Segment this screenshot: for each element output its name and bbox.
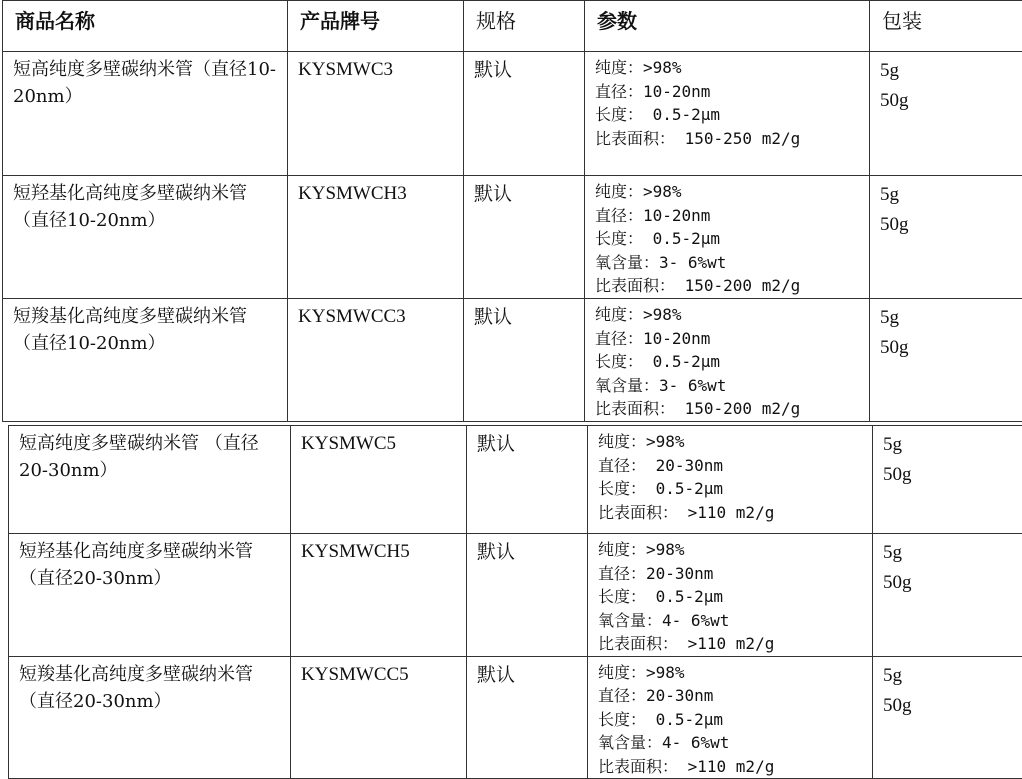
param-line: 比表面积： >110 m2/g [598,632,866,656]
product-code: KYSMWC5 [291,426,467,534]
product-table-2 [8,425,1022,779]
package-size: 50g [883,568,1022,598]
package-size: 5g [883,430,1022,460]
table-row [3,52,1022,176]
param-line: 纯度：>98% [595,180,863,204]
product-spec: 默认 [467,534,588,657]
product-table-1 [2,0,1022,422]
param-line: 直径：10-20nm [595,80,863,104]
product-name: 短高纯度多壁碳纳米管 （直径20-30nm） [9,426,291,534]
product-package [873,426,1022,534]
package-size: 5g [880,56,1022,86]
param-line: 纯度：>98% [598,538,866,562]
product-name: 短羟基化高纯度多壁碳纳米管（直径10-20nm） [3,176,288,299]
package-size: 50g [883,691,1022,721]
param-line: 氧含量：3- 6%wt [595,251,863,275]
param-line: 氧含量：4- 6%wt [598,609,866,633]
product-spec: 默认 [467,426,588,534]
package-size: 50g [880,333,1022,363]
table-row [9,426,1022,534]
product-params [588,426,873,534]
param-line: 直径：20-30nm [598,562,866,586]
header-name: 商品名称 [3,1,288,52]
product-name: 短高纯度多壁碳纳米管（直径10-20nm） [3,52,288,176]
product-spec: 默认 [467,656,588,779]
param-line: 直径：10-20nm [595,327,863,351]
product-spec: 默认 [464,299,585,422]
package-size: 5g [880,303,1022,333]
param-line: 纯度：>98% [598,661,866,685]
product-code: KYSMWCC3 [288,299,464,422]
product-code: KYSMWC3 [288,52,464,176]
header-params: 参数 [585,1,870,52]
product-code: KYSMWCC5 [291,656,467,779]
param-line: 比表面积： >110 m2/g [598,501,866,525]
param-line: 比表面积： 150-250 m2/g [595,127,863,151]
product-spec: 默认 [464,52,585,176]
param-line: 长度： 0.5-2μm [598,708,866,732]
param-line: 长度： 0.5-2μm [595,227,863,251]
product-name: 短羧基化高纯度多壁碳纳米管（直径20-30nm） [9,656,291,779]
header-spec: 规格 [464,1,585,52]
param-line: 比表面积： 150-200 m2/g [595,397,863,421]
param-line: 氧含量：3- 6%wt [595,374,863,398]
product-params [585,52,870,176]
package-size: 5g [883,538,1022,568]
param-line: 氧含量：4- 6%wt [598,731,866,755]
param-line: 纯度：>98% [598,430,866,454]
product-package [873,534,1022,657]
package-size: 50g [883,460,1022,490]
header-code: 产品牌号 [288,1,464,52]
table-row [3,176,1022,299]
product-params [585,176,870,299]
product-package [873,656,1022,779]
param-line: 长度： 0.5-2μm [595,103,863,127]
param-line: 长度： 0.5-2μm [595,350,863,374]
package-size: 50g [880,210,1022,240]
package-size: 50g [880,86,1022,116]
product-name: 短羧基化高纯度多壁碳纳米管（直径10-20nm） [3,299,288,422]
product-params [588,534,873,657]
header-package: 包装 [870,1,1022,52]
param-line: 纯度：>98% [595,56,863,80]
param-line: 长度： 0.5-2μm [598,585,866,609]
product-name: 短羟基化高纯度多壁碳纳米管（直径20-30nm） [9,534,291,657]
table-row [9,656,1022,779]
table-row [9,534,1022,657]
table-row [3,299,1022,422]
product-package [870,52,1022,176]
header-row [3,1,1022,52]
param-line: 比表面积： 150-200 m2/g [595,274,863,298]
param-line: 直径： 20-30nm [598,454,866,478]
product-spec: 默认 [464,176,585,299]
param-line: 直径：20-30nm [598,684,866,708]
package-size: 5g [883,661,1022,691]
product-code: KYSMWCH3 [288,176,464,299]
product-code: KYSMWCH5 [291,534,467,657]
package-size: 5g [880,180,1022,210]
param-line: 比表面积： >110 m2/g [598,755,866,779]
param-line: 直径：10-20nm [595,204,863,228]
product-package [870,176,1022,299]
product-params [585,299,870,422]
param-line: 长度： 0.5-2μm [598,477,866,501]
product-package [870,299,1022,422]
product-params [588,656,873,779]
param-line: 纯度：>98% [595,303,863,327]
